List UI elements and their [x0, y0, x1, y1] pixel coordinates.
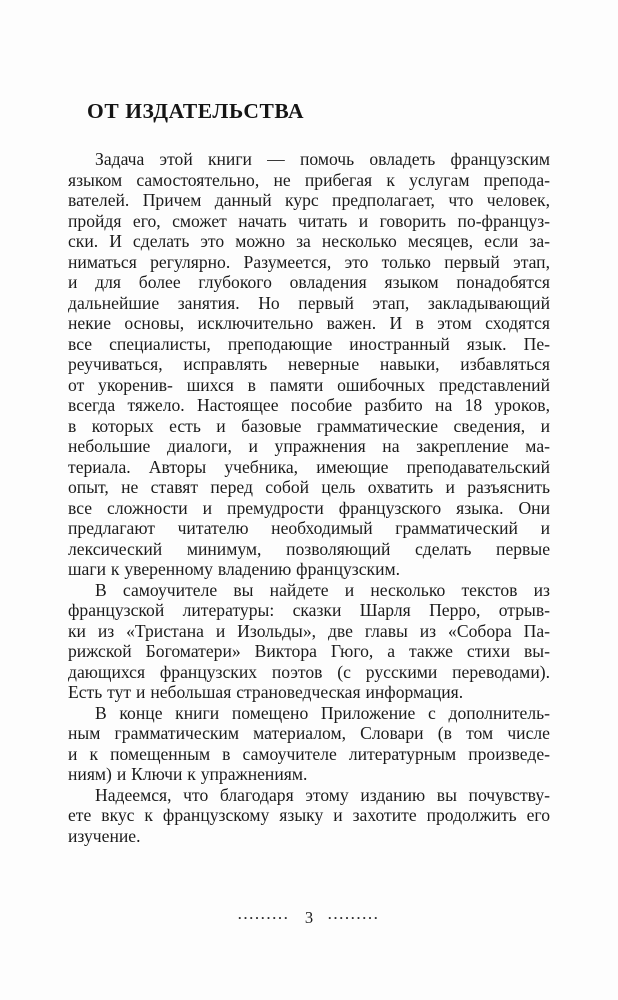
text-line: Задача этой книги — помочь овладеть французским — [95, 149, 550, 169]
text-line: Есть тут и небольшая страноведческая информация. — [68, 682, 464, 702]
text-line: рижской Богоматери» Виктора Гюго, а также стихи вы- — [68, 641, 550, 661]
paragraph — [68, 149, 550, 580]
paragraph — [68, 703, 550, 785]
text-line: реучиваться, исправлять неверные навыки, избавляться — [68, 354, 550, 374]
page-footer — [68, 908, 550, 928]
text-line: небольшие диалоги, и упражнения на закрепление ма- — [68, 436, 550, 456]
paragraph — [68, 785, 550, 847]
text-line: ниям) и Ключи к упражнениям. — [68, 764, 308, 784]
text-line: языком самостоятельно, не прибегая к услугам препода- — [68, 169, 550, 190]
text-line: шаги к уверенному владению французским. — [68, 559, 401, 579]
text-line: пройдя его, сможет начать читать и говорить по-француз- — [68, 210, 550, 231]
text-line: опыт, не ставят перед собой цель охватить и разъяснить — [68, 477, 550, 497]
text-line: все специалисты, преподающие иностранный язык. Пе- — [68, 333, 550, 354]
text-line: В конце книги помещено Приложение с дополнитель- — [95, 702, 550, 723]
text-line: Надеемся, что благодаря этому изданию вы почувству- — [95, 784, 550, 805]
text-line: териала. Авторы учебника, имеющие преподавательский — [68, 456, 550, 477]
text-line: ниматься регулярно. Разумеется, это только первый этап, — [68, 251, 550, 272]
text-line: ете вкус к французскому языку и захотите продолжить его — [68, 805, 550, 825]
text-line: вателей. Причем данный курс предполагает, что человек, — [68, 190, 550, 210]
text-line: некие основы, исключительно важен. И в этом сходятся — [68, 313, 550, 333]
text-line: в которых есть и базовые грамматические сведения, и — [68, 415, 550, 436]
page-number: 3 — [304, 908, 314, 927]
text-line: дальнейшие занятия. Но первый этап, закладывающий — [68, 292, 550, 313]
paragraph — [68, 580, 550, 703]
text-line: всегда тяжело. Настоящее пособие разбито на 18 уроков, — [68, 395, 550, 415]
page-title: ОТ ИЗДАТЕЛЬСТВА — [87, 99, 305, 123]
text-line: ным грамматическим материалом, Словари (в том числе — [68, 723, 550, 743]
text-line: ски. И сделать это можно за несколько месяцев, если за- — [68, 231, 550, 251]
text-line: предлагают читателю необходимый грамматический и — [68, 518, 550, 538]
text-line: изучение. — [68, 825, 141, 846]
body-text — [68, 149, 550, 846]
footer-dots-left: ......... — [238, 907, 290, 922]
text-line: французской литературы: сказки Шарля Перро, отрыв- — [68, 600, 550, 620]
text-line: В самоучителе вы найдете и несколько текстов из — [95, 579, 550, 600]
text-line: и для более глубокого овладения языком понадобятся — [68, 272, 550, 292]
text-line: лексический минимум, позволяющий сделать первые — [68, 538, 550, 559]
text-line: ки из «Тристана и Изольды», две главы из «Собора Па- — [68, 620, 550, 641]
text-line: все сложности и премудрости французского языка. Они — [68, 497, 550, 518]
text-line: от укоренив- шихся в памяти ошибочных представлений — [68, 374, 550, 395]
text-line: и к помещенным в самоучителе литературным произведе- — [68, 743, 550, 764]
footer-dots-right: ......... — [328, 907, 380, 922]
text-line: дающихся французских поэтов (с русскими переводами). — [68, 661, 550, 682]
